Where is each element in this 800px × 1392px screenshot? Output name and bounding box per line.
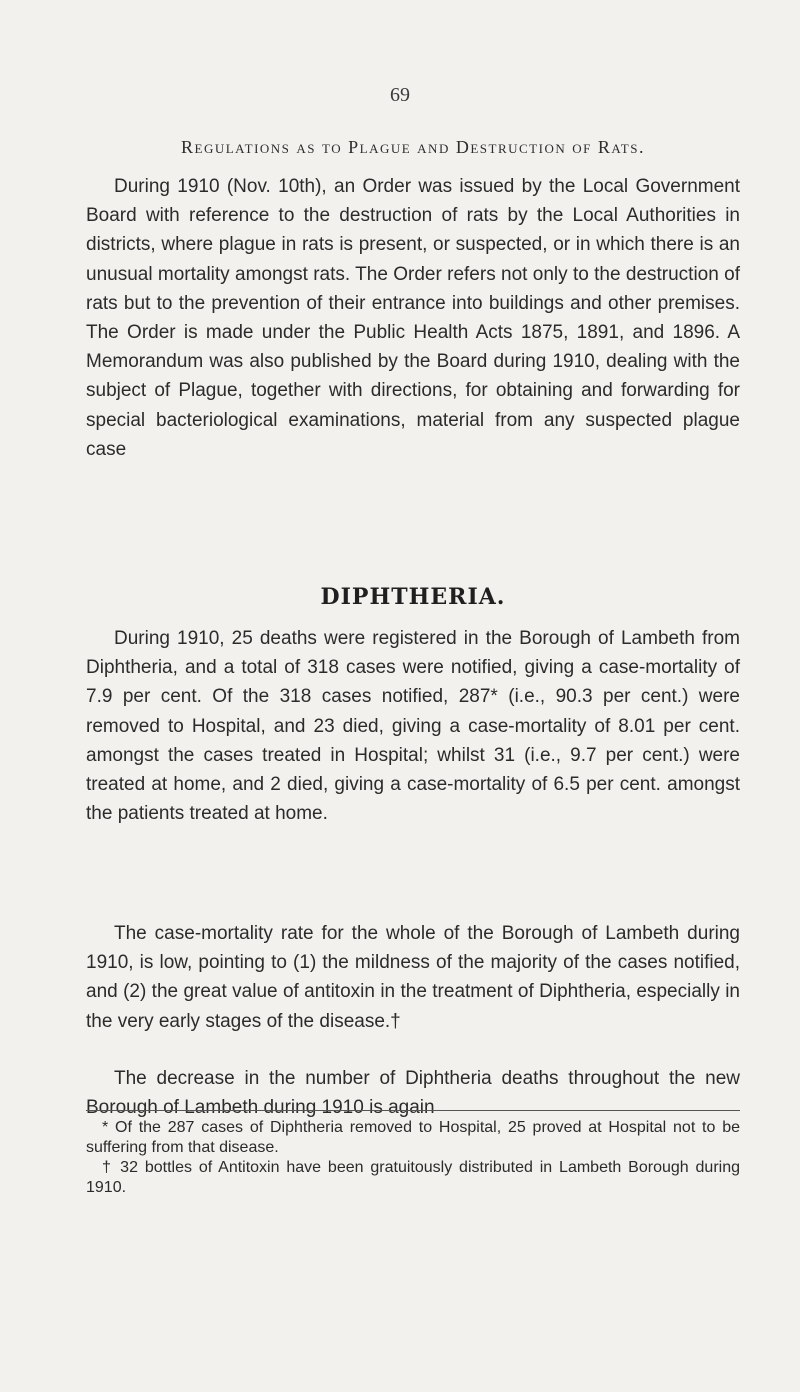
diphtheria-paragraph-2: The case-mortality rate for the whole of the Borough of Lambeth during 1910, is low, pointing to (1) the mildness of the majority of the cases notified, and (2) the great value of antitoxin in the treatment of Diphtheria, especially in the very early stages of the disease.† xyxy=(86,923,740,1032)
footnotes xyxy=(86,1118,740,1198)
footnote-divider xyxy=(86,1110,740,1111)
plague-paragraph: During 1910 (Nov. 10th), an Order was issued by the Local Government Board with reference to the destruction of rats by the Local Authorities in districts, where plague in rats is present, or suspected, or in which there is an unusual mortality amongst rats. The Order refers not only to the destruction of rats but to the prevention of their entrance into buildings and other premises. The Order is made under the Public Health Acts 1875, 1891, and 1896. A Memorandum was also published by the Board during 1910, dealing with the subject of Plague, together with directions, for obtaining and forwarding for special bacteriological examinations, material from any suspected plague case xyxy=(86,176,740,460)
plague-section-title: Regulations as to Plague and Destruction of Rats. xyxy=(181,137,645,157)
plague-paragraph-block xyxy=(86,172,740,464)
footnote-antitoxin: † 32 bottles of Antitoxin have been gratuitously distributed in Lambeth Borough during 1910. xyxy=(86,1159,740,1196)
diphtheria-paragraph-3: The decrease in the number of Diphtheria deaths throughout the new Borough of Lambeth during 1910 is again xyxy=(86,1068,740,1119)
diphtheria-paragraph-2-block xyxy=(86,919,740,1036)
footnote-hospital-cases: * Of the 287 cases of Diphtheria removed to Hospital, 25 proved at Hospital not to be suffering from that disease. xyxy=(86,1119,740,1156)
diphtheria-paragraph-1: During 1910, 25 deaths were registered in the Borough of Lambeth from Diphtheria, and a total of 318 cases were notified, giving a case-mortality of 7.9 per cent. Of the 318 cases notified, 287* (i.e., 90.3 per cent.) were removed to Hospital, and 23 died, giving a case-mortality of 8.01 per cent. amongst the cases treated in Hospital; whilst 31 (i.e., 9.7 per cent.) were treated at home, and 2 died, giving a case-mortality of 6.5 per cent. amongst the patients treated at home. xyxy=(86,628,740,825)
diphtheria-heading: DIPHTHERIA. xyxy=(320,584,506,610)
page-number: 69 xyxy=(390,84,410,106)
diphtheria-paragraph-3-block xyxy=(86,1064,740,1122)
diphtheria-paragraph-1-block xyxy=(86,624,740,828)
